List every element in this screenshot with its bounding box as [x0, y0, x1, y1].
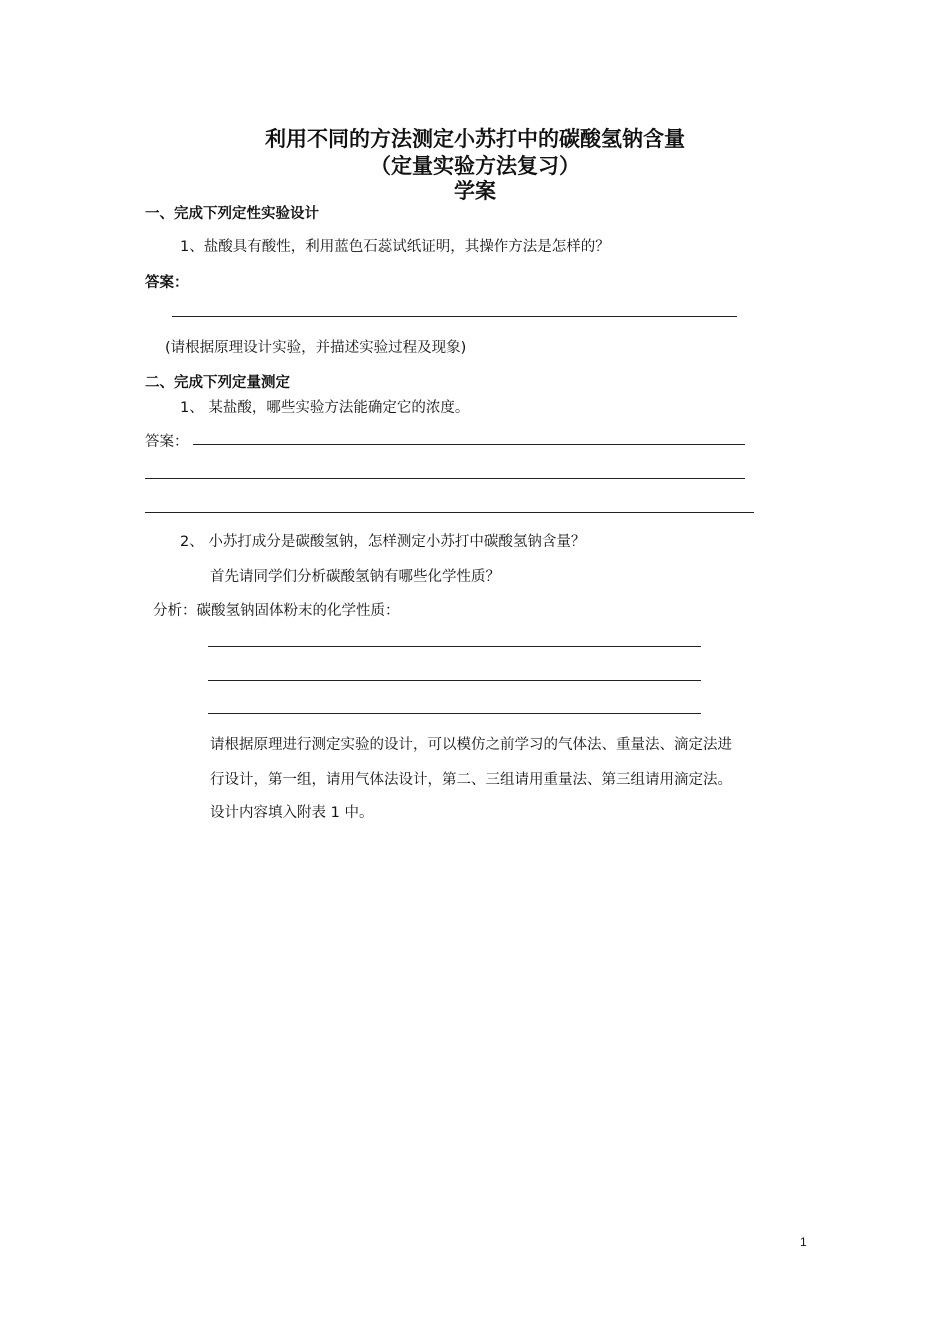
section2-answer-blank-line-3: [145, 512, 754, 513]
section1-answer-blank-line: [172, 316, 737, 317]
analysis-blank-line-1: [208, 646, 701, 647]
section2-question2: 2、 小苏打成分是碳酸氢钠，怎样测定小苏打中碳酸氢钠含量？: [180, 534, 586, 550]
section2-prompt: 首先请同学们分析碳酸氢钠有哪些化学性质？: [210, 569, 500, 585]
section1-question1: 1、盐酸具有酸性，利用蓝色石蕊试纸证明，其操作方法是怎样的？: [180, 239, 610, 255]
section2-analysis-label: 分析：碳酸氢钠固体粉末的化学性质：: [153, 603, 400, 619]
section2-question1: 1、 某盐酸，哪些实验方法能确定它的浓度。: [180, 400, 470, 416]
instruction-line-2: 行设计，第一组，请用气体法设计，第二、三组请用重量法、第三组请用滴定法。: [210, 772, 732, 788]
section2-answer-blank-line-2: [145, 478, 745, 479]
instruction-line-3: 设计内容填入附表 1 中。: [210, 805, 374, 821]
section1-hint: (请根据原理设计实验，并描述实验过程及现象): [165, 340, 467, 356]
instruction-line-1: 请根据原理进行测定实验的设计，可以模仿之前学习的气体法、重量法、滴定法进: [210, 737, 732, 753]
section2-answer-label: 答案：: [145, 434, 189, 450]
section2-heading: 二、完成下列定量测定: [145, 375, 290, 391]
section2-answer-blank-line-1: [193, 444, 745, 445]
section1-answer-label: 答案：: [145, 275, 189, 291]
document-title: 利用不同的方法测定小苏打中的碳酸氢钠含量: [265, 127, 685, 151]
document-type-label: 学案: [454, 179, 496, 203]
section1-heading: 一、完成下列定性实验设计: [145, 206, 319, 222]
page-number: 1: [800, 1235, 807, 1249]
analysis-blank-line-3: [208, 713, 701, 714]
analysis-blank-line-2: [208, 680, 701, 681]
document-subtitle: （定量实验方法复习）: [370, 154, 580, 178]
